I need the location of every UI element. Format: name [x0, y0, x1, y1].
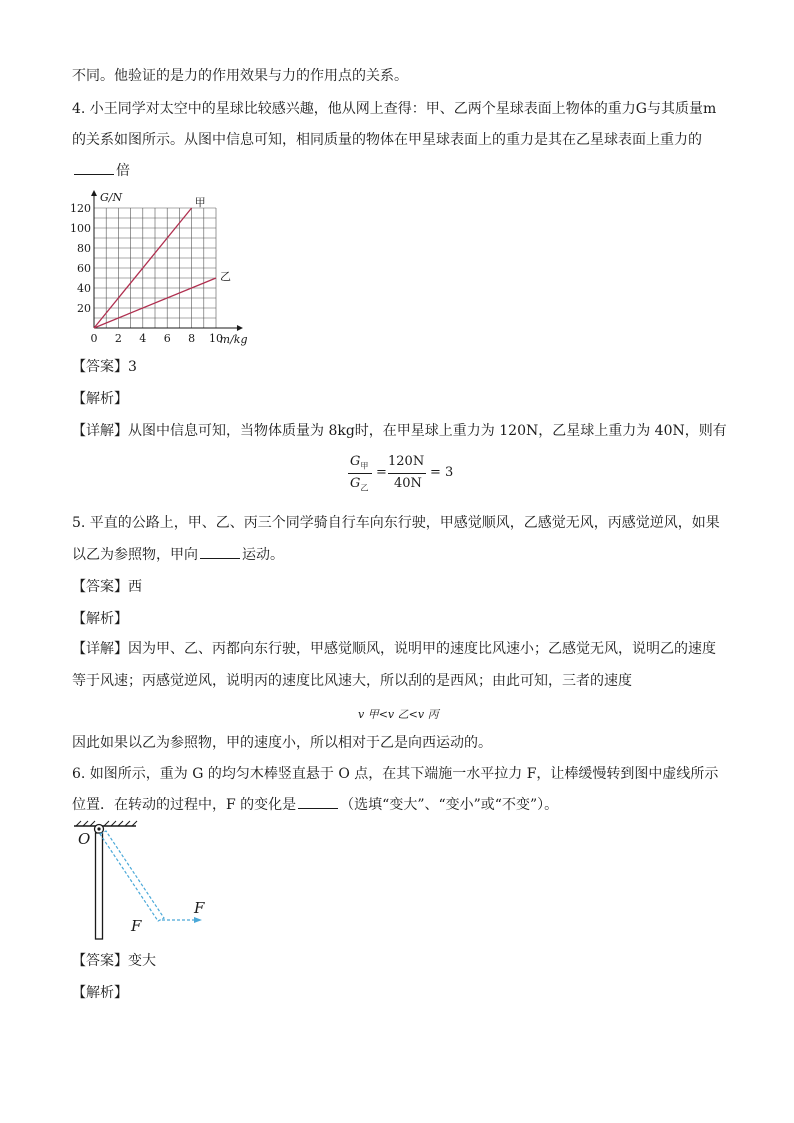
answer-value: 西	[128, 579, 142, 595]
answer-value: 变大	[128, 953, 156, 969]
x-tick-label: 8	[188, 332, 196, 345]
answer-blank	[200, 546, 240, 559]
detail-tag: 【详解】	[72, 641, 128, 657]
question-4-text: 的关系如图所示。从图中信息可知，相同质量的物体在甲星球表面上的重力是其在乙星球表面上重力的	[72, 132, 702, 148]
ratio-formula	[348, 452, 458, 496]
y-axis-arrow	[91, 190, 97, 196]
question-6-text	[72, 795, 558, 815]
formula-n-numerator: 120N	[388, 454, 425, 469]
x-tick-label: 10	[209, 332, 223, 345]
detail-4	[72, 421, 727, 441]
arrowhead	[194, 917, 202, 923]
detail-text: 因为甲、乙、丙都向东行驶，甲感觉顺风，说明甲的速度比风速小；乙感觉无风，说明乙的速度	[128, 641, 716, 657]
answer-value: 3	[128, 359, 137, 375]
rotated-rod-dashed	[100, 831, 164, 921]
y-tick-label: 80	[77, 242, 91, 255]
answer-tag: 【答案】	[72, 359, 128, 375]
g-m-chart	[68, 188, 268, 348]
detail-5-conclusion: 因此如果以乙为参照物，甲的速度小，所以相对于乙是向西运动的。	[72, 735, 492, 751]
text: 倍	[116, 163, 130, 179]
x-tick-label: 2	[114, 332, 122, 345]
x-tick-label: 0	[90, 332, 98, 345]
formula-g-denominator: $G_乙$	[350, 476, 369, 493]
y-tick-label: 20	[77, 302, 91, 315]
x-axis-arrow	[237, 325, 243, 331]
question-6-text: 6. 如图所示，重为 G 的均匀木棒竖直悬于 O 点，在其下端施一水平拉力 F，让棒缓慢转到图中虚线所示	[72, 766, 719, 782]
text: 运动。	[242, 547, 284, 563]
formula-result-value: 3	[445, 465, 454, 480]
y-axis-label: G/N	[100, 191, 123, 204]
x-tick-label: 6	[163, 332, 171, 345]
analysis-tag: 【解析】	[72, 611, 128, 627]
fraction-bar	[348, 473, 372, 474]
analysis-tag: 【解析】	[72, 985, 128, 1001]
series-label-yi: 乙	[220, 270, 231, 283]
fraction-bar	[388, 473, 426, 474]
answer-blank	[298, 796, 338, 809]
question-5-text	[72, 545, 284, 565]
question-5-text: 5. 平直的公路上，甲、乙、丙三个同学骑自行车向东行驶，甲感觉顺风，乙感觉无风，丙感觉逆风，如果	[72, 515, 720, 531]
x-axis-label: m/kg	[219, 333, 248, 346]
text: （选填“变大”、“变小”或“不变”）。	[340, 797, 559, 813]
text-line: 不同。他验证的是力的作用效果与力的作用点的关系。	[72, 68, 408, 84]
analysis-tag: 【解析】	[72, 391, 128, 407]
question-4-text: 4. 小王同学对太空中的星球比较感兴趣，他从网上查得：甲、乙两个星球表面上物体的重力G与其质量m	[72, 101, 717, 117]
y-tick-label: 120	[70, 202, 91, 215]
lever-figure	[70, 820, 220, 945]
question-4-blank-line	[72, 161, 130, 181]
y-tick-label: 100	[70, 222, 91, 235]
detail-text: 从图中信息可知，当物体质量为 8kg时，在甲星球上重力为 120N，乙星球上重力为 40N，则有	[128, 423, 727, 439]
answer-blank	[74, 162, 114, 175]
y-tick-label: 60	[77, 262, 91, 275]
x-tick-label: 4	[139, 332, 147, 345]
label-f-bottom: F	[131, 917, 142, 935]
equals-sign: =	[376, 465, 387, 480]
answer-6	[72, 951, 156, 971]
label-f-right: F	[194, 899, 205, 917]
text: 位置．在转动的过程中，F 的变化是	[72, 797, 297, 813]
text: 以乙为参照物，甲向	[72, 547, 198, 563]
vertical-rod	[96, 833, 103, 939]
label-o: O	[78, 830, 91, 848]
detail-5	[72, 639, 716, 659]
answer-5	[72, 577, 142, 597]
detail-5-cont: 等于风速；丙感觉逆风，说明丙的速度比风速大，所以刮的是西风；由此可知，三者的速度	[72, 673, 632, 689]
formula-result: = 3	[430, 465, 454, 480]
detail-tag: 【详解】	[72, 423, 128, 439]
formula-n-denominator: 40N	[394, 476, 422, 491]
answer-4	[72, 357, 137, 377]
y-tick-label: 40	[77, 282, 91, 295]
series-label-jia: 甲	[194, 196, 206, 209]
answer-tag: 【答案】	[72, 579, 128, 595]
pivot-dot	[97, 827, 100, 830]
formula-g-numerator: $G_甲$	[350, 454, 369, 471]
velocity-inequality: v 甲<v 乙<v 丙	[358, 708, 439, 721]
answer-tag: 【答案】	[72, 953, 128, 969]
